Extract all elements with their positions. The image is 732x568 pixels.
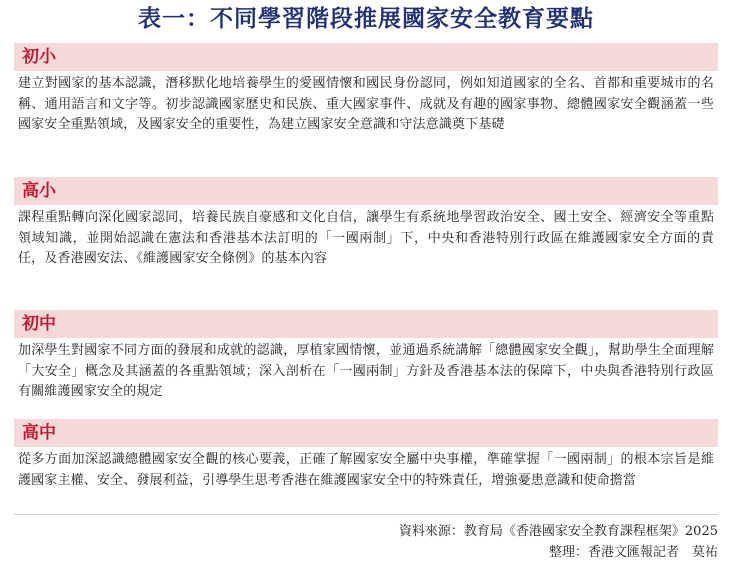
section-heading: 初小 xyxy=(14,43,718,71)
section-junior-secondary xyxy=(14,310,718,403)
section-heading: 高中 xyxy=(14,419,718,447)
source-line: 資料來源：教育局《香港國家安全教育課程框架》2025 xyxy=(398,524,718,539)
section-text: 加深學生對國家不同方面的發展和成就的認識，厚植家國情懷，並通過系統講解「總體國家安全觀」，幫助學生全面理解「大安全」概念及其涵蓋的各重點領域；深入剖析在「一國兩制」方針及香港基本法的保障下，中央與香港特別行政區有關維護國家安全的規定 xyxy=(18,343,714,399)
section-text: 從多方面加深認識總體國家安全觀的核心要義，正確了解國家安全屬中央事權，準確掌握「一國兩制」的根本宗旨是維護國家主權、安全、發展利益，引導學生思考香港在維護國家安全中的特殊責任，增強憂患意識和使命擔當 xyxy=(18,452,714,488)
section-junior-primary xyxy=(14,43,718,136)
editor-credit-line: 整理：香港文匯報記者 莫祐 xyxy=(548,545,718,560)
divider xyxy=(14,514,718,515)
section-heading: 高小 xyxy=(14,177,718,205)
section-senior-primary xyxy=(14,177,718,270)
section-text: 建立對國家的基本認識，潛移默化地培養學生的愛國情懷和國民身份認同，例如知道國家的全名、首都和重要城市的名稱、通用語言和文字等。初步認識國家歷史和民族、重大國家事件、成就及有趣的國家事物、總體國家安全觀涵蓋一些國家安全重點領域，及國家安全的重要性，為建立國家安全意識和守法意識奠下基礎 xyxy=(18,76,714,132)
table-title: 表一：不同學習階段推展國家安全教育要點 xyxy=(138,6,594,32)
section-senior-secondary xyxy=(14,419,718,491)
section-text: 課程重點轉向深化國家認同，培養民族自豪感和文化自信，讓學生有系統地學習政治安全、國土安全、經濟安全等重點領域知識，並開始認識在憲法和香港基本法訂明的「一國兩制」下，中央和香港特別行政區在維護國家安全方面的責任，及香港國安法、《維護國家安全條例》的基本內容 xyxy=(18,210,714,266)
section-heading: 初中 xyxy=(14,310,718,338)
source-credit xyxy=(399,521,718,563)
